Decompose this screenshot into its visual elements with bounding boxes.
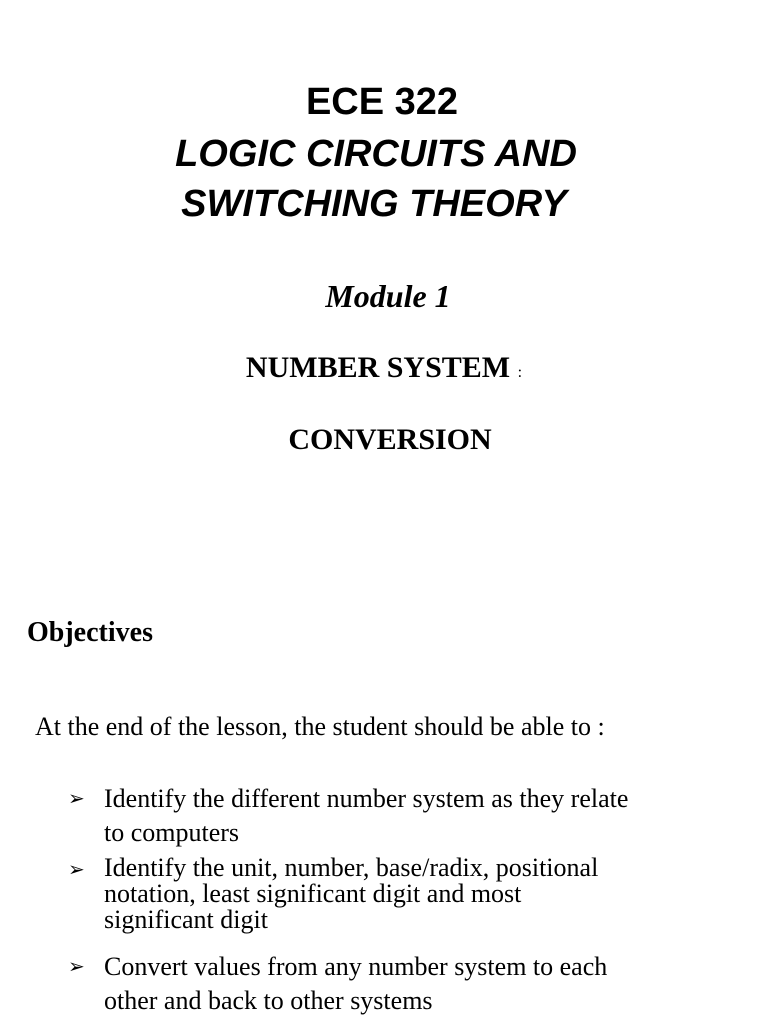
list-item-line: Identify the unit, number, base/radix, positional [104,853,599,882]
list-item-line: Convert values from any number system to each [104,952,608,981]
course-code: ECE 322 [305,81,459,123]
section-title-colon: : [517,364,523,381]
right-arrowhead-icon: ➢ [68,786,85,810]
list-item-line: Identify the different number system as they relate [104,784,629,813]
list-item-line: significant digit [104,905,268,934]
right-arrowhead-icon: ➢ [68,857,85,881]
objectives-heading: Objectives [27,617,153,648]
section-subtitle: CONVERSION [288,423,492,456]
course-title-line-1: LOGIC CIRCUITS AND [175,133,577,175]
section-title-text: NUMBER SYSTEM [245,351,511,384]
section-title [0,351,768,390]
list-item-line: notation, least significant digit and most [104,879,522,908]
list-item-line: to computers [104,818,240,847]
right-arrowhead-icon: ➢ [68,954,85,978]
list-item-line: other and back to other systems [104,986,433,1015]
course-title-line-2: SWITCHING THEORY [181,183,567,225]
objectives-intro: At the end of the lesson, the student should be able to : [35,712,605,741]
module-label: Module 1 [325,278,451,314]
